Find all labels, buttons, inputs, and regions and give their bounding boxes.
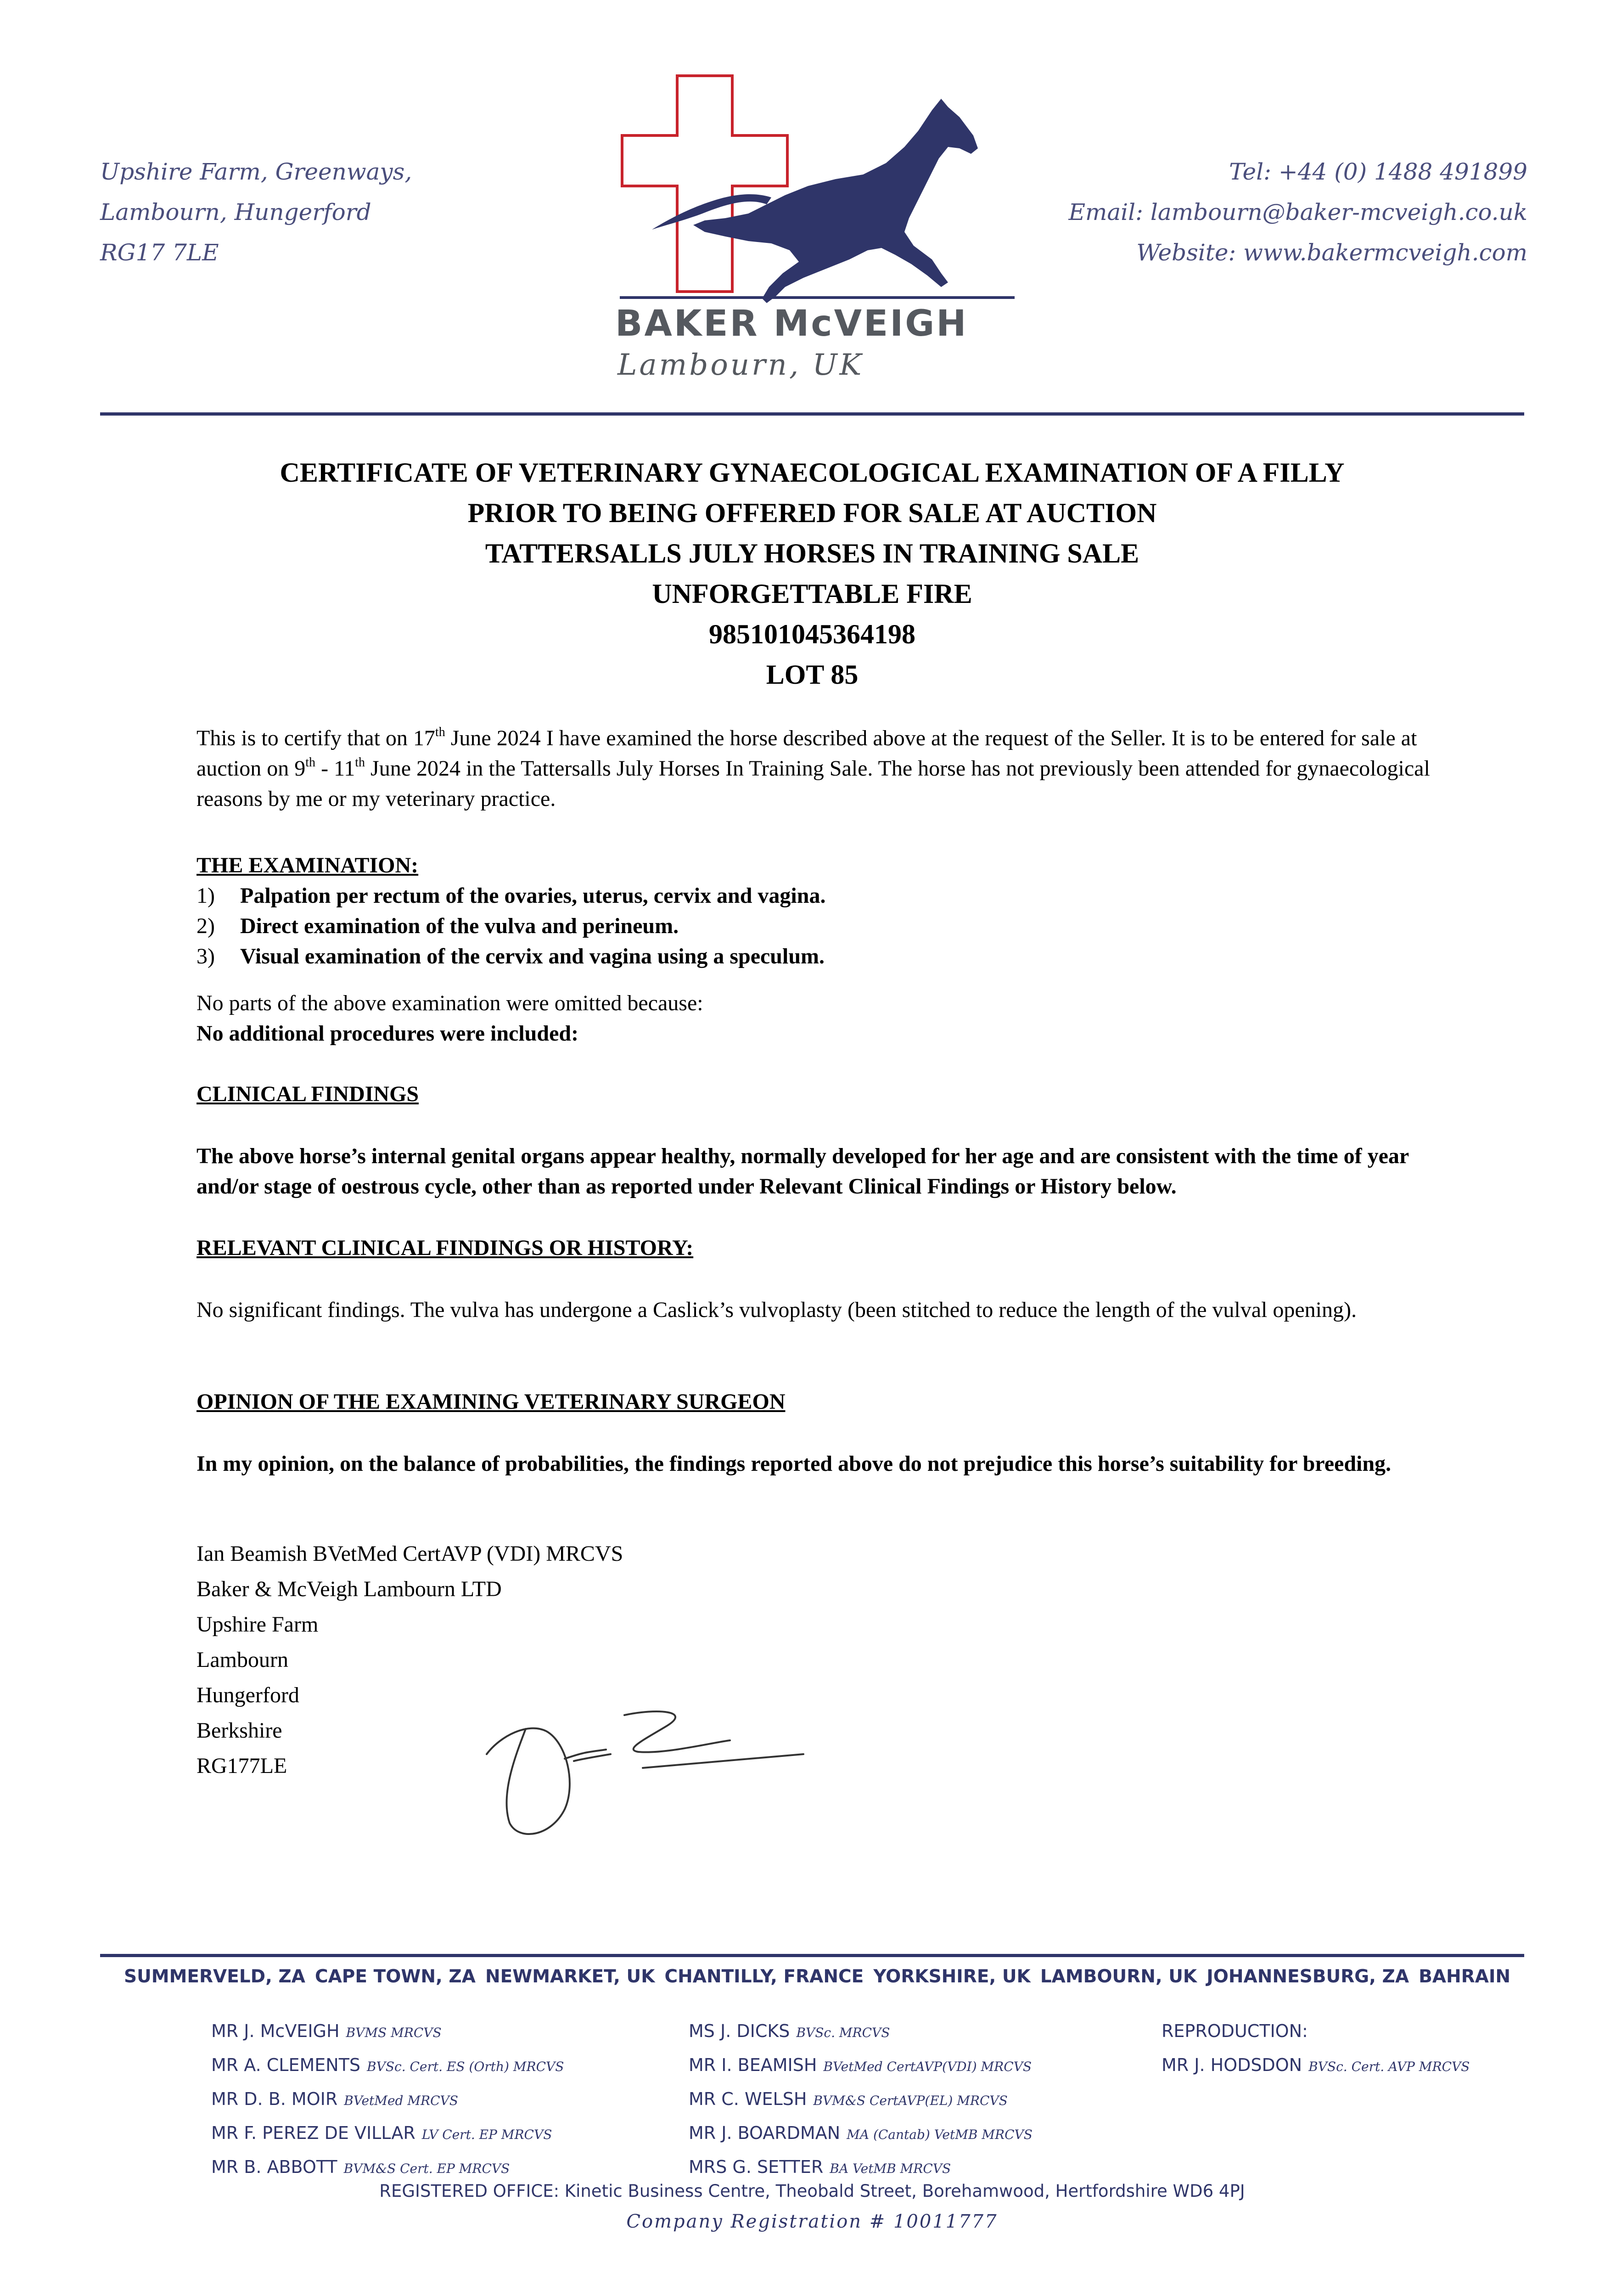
clinical-text: The above horse’s internal genital organs appear healthy, normally developed for her age and are consistent with the time of year and/or stage of oestrous cycle, other than as reported under Relevant Clinical Findings or History below. <box>196 1144 1409 1199</box>
list-number: 3) <box>196 944 215 968</box>
list-text: Palpation per rectum of the ovaries, uterus, cervix and vagina. <box>240 884 826 908</box>
relevant-text: No significant findings. The vulva has undergone a Caslick’s vulvoplasty (been stitched to reduce the length of the vulval opening). <box>196 1298 1357 1322</box>
location-item: LAMBOURN, UK <box>1040 1966 1197 1987</box>
omissions-section <box>196 988 1436 1049</box>
staff-quals: MA (Cantab) VetMB MRCVS <box>847 2127 1033 2142</box>
staff-quals: BVetMed MRCVS <box>344 2093 458 2108</box>
signatory-line: RG177LE <box>196 1754 287 1778</box>
horse-cross-logo-icon <box>611 67 1024 397</box>
staff-entry <box>689 2015 1033 2049</box>
staff-entry <box>1162 2015 1470 2049</box>
staff-quals: BVSc. Cert. ES (Orth) MRCVS <box>367 2059 564 2074</box>
signatory-line: Baker & McVeigh Lambourn LTD <box>196 1577 502 1601</box>
opinion-text: In my opinion, on the balance of probabilities, the findings reported above do not prejudice this horse’s suitability for breeding. <box>196 1452 1392 1476</box>
ordinal-suffix: th <box>305 755 316 770</box>
staff-quals: BVetMed CertAVP(VDI) MRCVS <box>823 2059 1032 2074</box>
signatory-line: Berkshire <box>196 1718 282 1743</box>
certificate-title <box>100 452 1524 695</box>
staff-quals: BVMS MRCVS <box>346 2025 442 2040</box>
staff-entry <box>211 2015 564 2049</box>
list-number: 2) <box>196 914 215 938</box>
staff-name: MR B. ABBOTT <box>211 2157 337 2177</box>
staff-name: MR D. B. MOIR <box>211 2089 338 2109</box>
staff-name: MR I. BEAMISH <box>689 2055 817 2075</box>
additional-line: No additional procedures were included: <box>196 1021 579 1046</box>
lot-number: LOT 85 <box>766 659 859 690</box>
horse-name: UNFORGETTABLE FIRE <box>652 579 972 609</box>
staff-entry <box>211 2049 564 2083</box>
staff-column-3 <box>1162 2015 1470 2083</box>
staff-name: MR C. WELSH <box>689 2089 807 2109</box>
intro-text: June 2024 in the Tattersalls July Horses In Training Sale. The horse has not previously been attended for gynaecological reasons by me or my veterinary practice. <box>196 756 1430 811</box>
signatory-line: Upshire Farm <box>196 1612 319 1637</box>
header-divider <box>100 412 1524 416</box>
staff-entry <box>211 2151 564 2185</box>
registered-office: REGISTERED OFFICE: Kinetic Business Centre, Theobald Street, Borehamwood, Hertfordshire WD6 4PJ <box>379 2181 1245 2201</box>
list-number: 1) <box>196 884 215 908</box>
title-line: PRIOR TO BEING OFFERED FOR SALE AT AUCTION <box>467 498 1157 528</box>
list-item <box>196 881 1436 911</box>
staff-entry <box>689 2049 1033 2083</box>
logo-baseline <box>620 296 1015 299</box>
signatory-name: Ian Beamish BVetMed CertAVP (VDI) MRCVS <box>196 1542 623 1566</box>
brand-location: Lambourn, UK <box>617 348 864 382</box>
examination-heading: THE EXAMINATION: <box>196 853 419 878</box>
list-item <box>196 911 1436 941</box>
staff-name: MS J. DICKS <box>689 2021 790 2041</box>
brand-name: BAKER McVEIGH <box>615 303 968 344</box>
letterhead-contact <box>1068 152 1527 273</box>
staff-name: MR J. HODSDON <box>1162 2055 1302 2075</box>
location-item: CAPE TOWN, ZA <box>315 1966 476 1987</box>
staff-column-2 <box>689 2015 1033 2185</box>
omitted-line: No parts of the above examination were omitted because: <box>196 991 703 1015</box>
opinion-heading: OPINION OF THE EXAMINING VETERINARY SURGEON <box>196 1390 786 1414</box>
staff-column-1 <box>211 2015 564 2185</box>
signatory-line: Lambourn <box>196 1648 288 1672</box>
location-item: BAHRAIN <box>1419 1966 1510 1987</box>
relevant-heading: RELEVANT CLINICAL FINDINGS OR HISTORY: <box>196 1236 694 1260</box>
intro-paragraph <box>196 723 1436 814</box>
signatory-line: Hungerford <box>196 1683 299 1707</box>
staff-quals: BVSc. MRCVS <box>796 2025 890 2040</box>
list-text: Visual examination of the cervix and vagina using a speculum. <box>240 944 825 968</box>
staff-entry <box>211 2083 564 2117</box>
location-item: NEWMARKET, UK <box>485 1966 655 1987</box>
staff-entry <box>689 2151 1033 2185</box>
reproduction-label: REPRODUCTION: <box>1162 2021 1308 2041</box>
list-item <box>196 941 1436 972</box>
staff-name: MR F. PEREZ DE VILLAR <box>211 2123 415 2143</box>
company-registration: Company Registration # 10011777 <box>626 2211 998 2232</box>
microchip-number: 985101045364198 <box>709 619 915 649</box>
list-text: Direct examination of the vulva and perineum. <box>240 914 679 938</box>
address-line: RG17 7LE <box>100 239 219 266</box>
sale-name: TATTERSALLS JULY HORSES IN TRAINING SALE <box>485 538 1139 568</box>
staff-quals: BVM&S CertAVP(EL) MRCVS <box>813 2093 1008 2108</box>
staff-name: MR J. BOARDMAN <box>689 2123 841 2143</box>
staff-entry <box>1162 2049 1470 2083</box>
staff-quals: BVSc. Cert. AVP MRCVS <box>1308 2059 1470 2074</box>
location-item: SUMMERVELD, ZA <box>124 1966 305 1987</box>
letterhead-address <box>100 152 412 273</box>
location-item: JOHANNESBURG, ZA <box>1207 1966 1409 1987</box>
contact-phone: Tel: +44 (0) 1488 491899 <box>1229 158 1527 185</box>
examination-section <box>196 850 1436 972</box>
intro-text: This is to certify that on 17 <box>196 726 435 750</box>
intro-text: June 2024 I have examined the horse described above at the request of the Seller. It is to be entered for sale at auction on 9 <box>196 726 1417 781</box>
staff-quals: BA VetMB MRCVS <box>830 2161 951 2176</box>
staff-entry <box>689 2083 1033 2117</box>
footer-divider <box>100 1954 1524 1957</box>
staff-name: MRS G. SETTER <box>689 2157 824 2177</box>
staff-name: MR A. CLEMENTS <box>211 2055 361 2075</box>
staff-quals: BVM&S Cert. EP MRCVS <box>343 2161 510 2176</box>
ordinal-suffix: th <box>435 725 445 739</box>
location-item: YORKSHIRE, UK <box>873 1966 1031 1987</box>
title-line: CERTIFICATE OF VETERINARY GYNAECOLOGICAL EXAMINATION OF A FILLY <box>280 457 1345 488</box>
contact-email: Email: lambourn@baker-mcveigh.co.uk <box>1068 199 1527 225</box>
address-line: Upshire Farm, Greenways, <box>100 158 412 185</box>
office-locations <box>124 1966 1510 1987</box>
staff-quals: LV Cert. EP MRCVS <box>421 2127 552 2142</box>
address-line: Lambourn, Hungerford <box>100 199 371 225</box>
handwritten-signature-icon <box>473 1690 822 1851</box>
location-item: CHANTILLY, FRANCE <box>664 1966 864 1987</box>
cross-outline <box>622 76 787 292</box>
staff-entry <box>689 2117 1033 2151</box>
intro-text: - 11 <box>315 756 355 781</box>
clinical-heading: CLINICAL FINDINGS <box>196 1082 419 1106</box>
ordinal-suffix: th <box>355 755 365 770</box>
staff-name: MR J. McVEIGH <box>211 2021 340 2041</box>
staff-entry <box>211 2117 564 2151</box>
contact-website: Website: www.bakermcveigh.com <box>1136 239 1527 266</box>
